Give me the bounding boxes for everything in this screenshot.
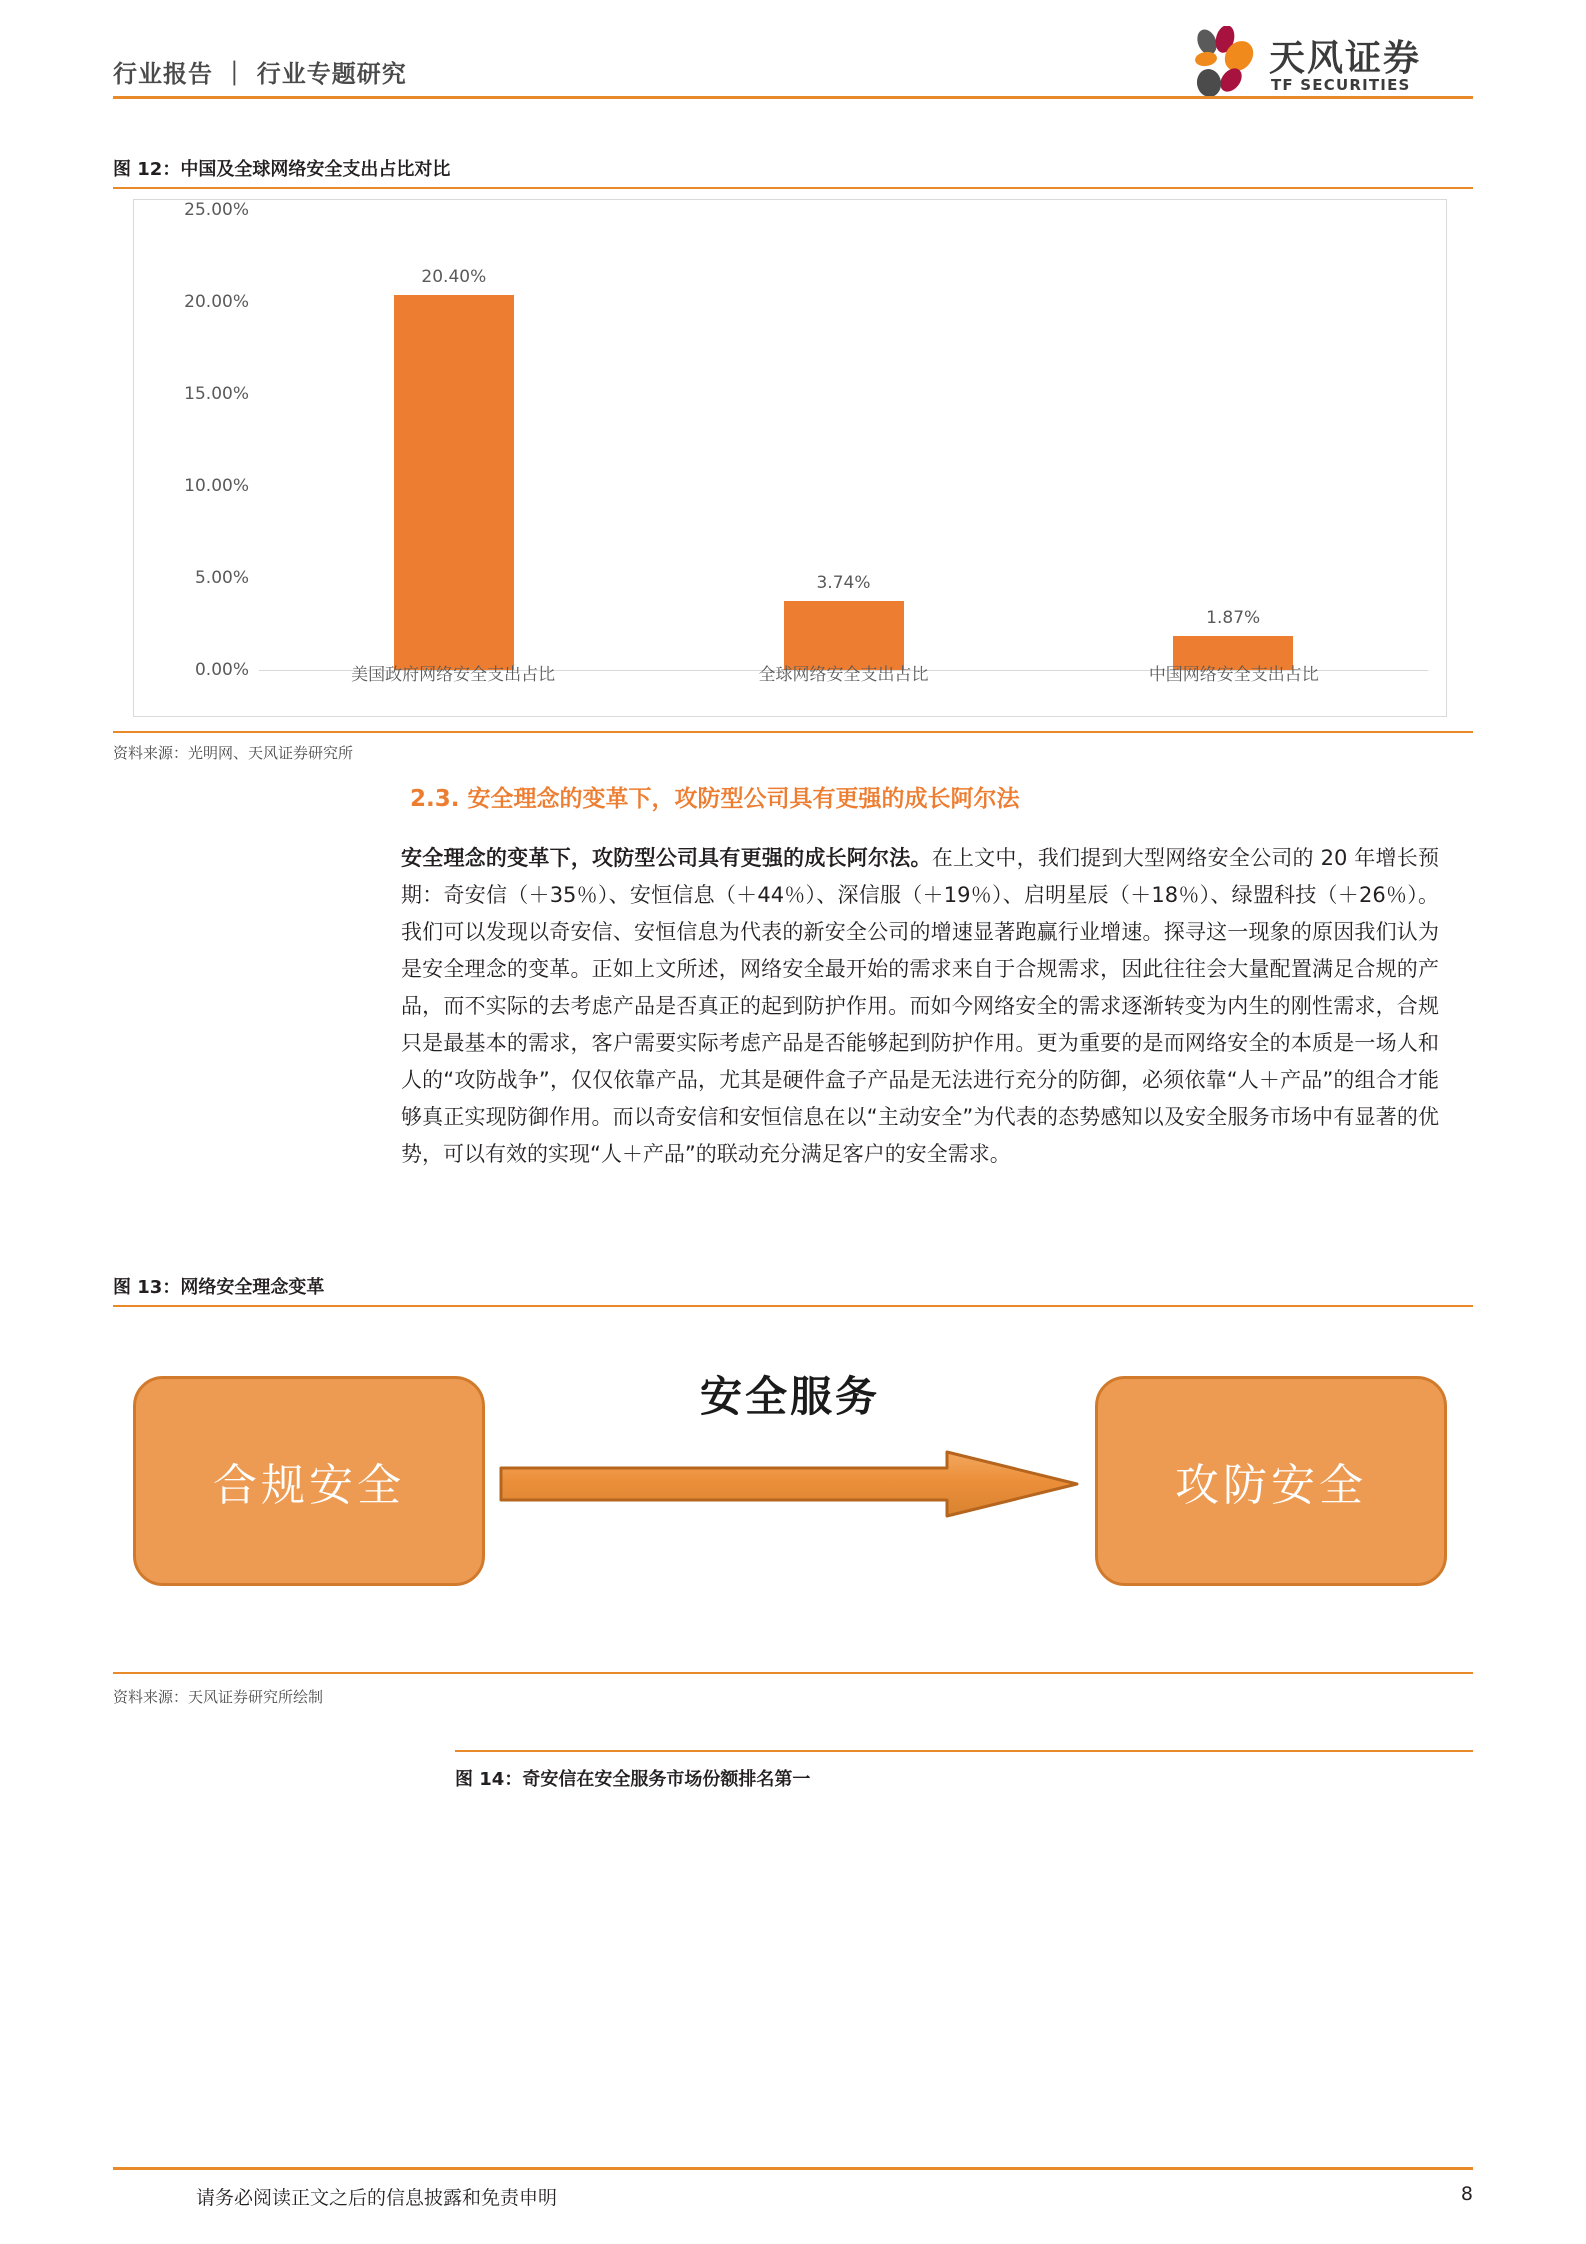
- figure-12-source: 资料来源：光明网、天风证券研究所: [113, 744, 354, 762]
- figure-13-title: 网络安全理念变革: [180, 1277, 325, 1298]
- header-divider: [113, 96, 1473, 99]
- chart-y-tick-label: 5.00%: [194, 568, 249, 588]
- body-paragraph: [401, 840, 1439, 1173]
- diagram-box-compliance: [133, 1376, 485, 1586]
- header-title: 行业报告 ｜ 行业专题研究: [113, 60, 407, 88]
- figure-12-title: 中国及全球网络安全支出占比对比: [180, 159, 451, 180]
- diagram-box-compliance-label: 合规安全: [213, 1460, 405, 1511]
- logo-text-en: TF SECURITIES: [1271, 76, 1411, 94]
- chart-x-tick-label: 美国政府网络安全支出占比: [351, 665, 556, 685]
- footer-note: 请务必阅读正文之后的信息披露和免责申明: [196, 2187, 558, 2209]
- diagram-box-offense-defense: [1095, 1376, 1447, 1586]
- body-lead: 安全理念的变革下，攻防型公司具有更强的成长阿尔法。: [401, 846, 932, 870]
- body-rest: 在上文中，我们提到大型网络安全公司的 20 年增长预期：奇安信（＋35％）、安恒信息（＋44％）、深信服（＋19％）、启明星辰（＋18％）、绿盟科技（＋26％）。我们可以发现以奇安信、安恒信息为代表的新安全公司的增速显著跑赢行业增速。探寻这一现象的原因我们认为是安全理念的变革。正如上文所述，网络安全最开始的需求来自于合规需求，因此往往会大量配置满足合规的产品，而不实际的去考虑产品是否真正的起到防护作用。而如今网络安全的需求逐渐转变为内生的刚性需求，合规只是最基本的需求，客户需要实际考虑产品是否能够起到防护作用。更为重要的是而网络安全的本质是一场人和人的“攻防战争”，仅仅依靠产品，尤其是硬件盒子产品是无法进行充分的防御，必须依靠“人＋产品”的组合才能够真正实现防御作用。而以奇安信和安恒信息在以“主动安全”为代表的态势感知以及安全服务市场中有显著的优势，可以有效的实现“人＋产品”的联动充分满足客户的安全需求。: [401, 846, 1439, 1166]
- chart-plot-area: [259, 210, 1428, 671]
- chart-bar-column: [649, 210, 1039, 670]
- figure-14-rule: [455, 1750, 1473, 1752]
- chart-bar-value-label: 3.74%: [816, 573, 871, 594]
- chart-bar: [394, 295, 514, 670]
- figure-14-caption: [455, 1765, 810, 1791]
- chart-x-tick-label: 全球网络安全支出占比: [758, 665, 929, 685]
- chart-bar-value-label: 1.87%: [1206, 607, 1261, 628]
- chart-bar-column: [1038, 210, 1428, 670]
- figure-13-diagram: [133, 1330, 1447, 1635]
- chart-y-tick-label: 0.00%: [194, 660, 249, 680]
- chart-x-tick-label: 中国网络安全支出占比: [1148, 665, 1319, 685]
- chart-y-tick-label: 20.00%: [184, 292, 249, 312]
- figure-12-rule: [113, 187, 1473, 189]
- figure-14-number: 图 14：: [455, 1769, 523, 1790]
- chart-y-tick-label: 15.00%: [184, 384, 249, 404]
- figure-13-caption: [113, 1273, 324, 1299]
- page-header: [113, 38, 1473, 106]
- figure-12-chart: [133, 199, 1447, 717]
- figure-12-source-rule: [113, 731, 1473, 733]
- diagram-arrow-label: 安全服务: [699, 1372, 881, 1421]
- figure-12-caption: [113, 155, 450, 181]
- figure-13-number: 图 13：: [113, 1277, 181, 1298]
- chart-x-axis-labels: [258, 660, 1429, 685]
- footer-divider: [113, 2167, 1473, 2170]
- figure-14-title: 奇安信在安全服务市场份额排名第一: [522, 1769, 811, 1790]
- figure-13-source: 资料来源：天风证券研究所绘制: [113, 1688, 324, 1706]
- chart-bar-column: [259, 210, 649, 670]
- company-logo: [1173, 24, 1473, 104]
- logo-flower-icon: [1181, 26, 1257, 100]
- figure-13-rule: [113, 1305, 1473, 1307]
- chart-bar-value-label: 20.40%: [421, 266, 487, 287]
- logo-text-cn: 天风证券: [1269, 38, 1422, 79]
- footer-page-number: 8: [1460, 2183, 1473, 2205]
- chart-bars: [259, 210, 1428, 670]
- chart-y-tick-label: 10.00%: [184, 476, 249, 496]
- figure-13-source-rule: [113, 1672, 1473, 1674]
- diagram-box-offense-defense-label: 攻防安全: [1175, 1460, 1367, 1511]
- section-heading: 2.3. 安全理念的变革下，攻防型公司具有更强的成长阿尔法: [410, 786, 1020, 812]
- chart-y-tick-label: 25.00%: [184, 200, 249, 220]
- diagram-arrow-icon: [499, 1450, 1079, 1518]
- chart-y-axis: [144, 200, 249, 716]
- figure-12-number: 图 12：: [113, 159, 181, 180]
